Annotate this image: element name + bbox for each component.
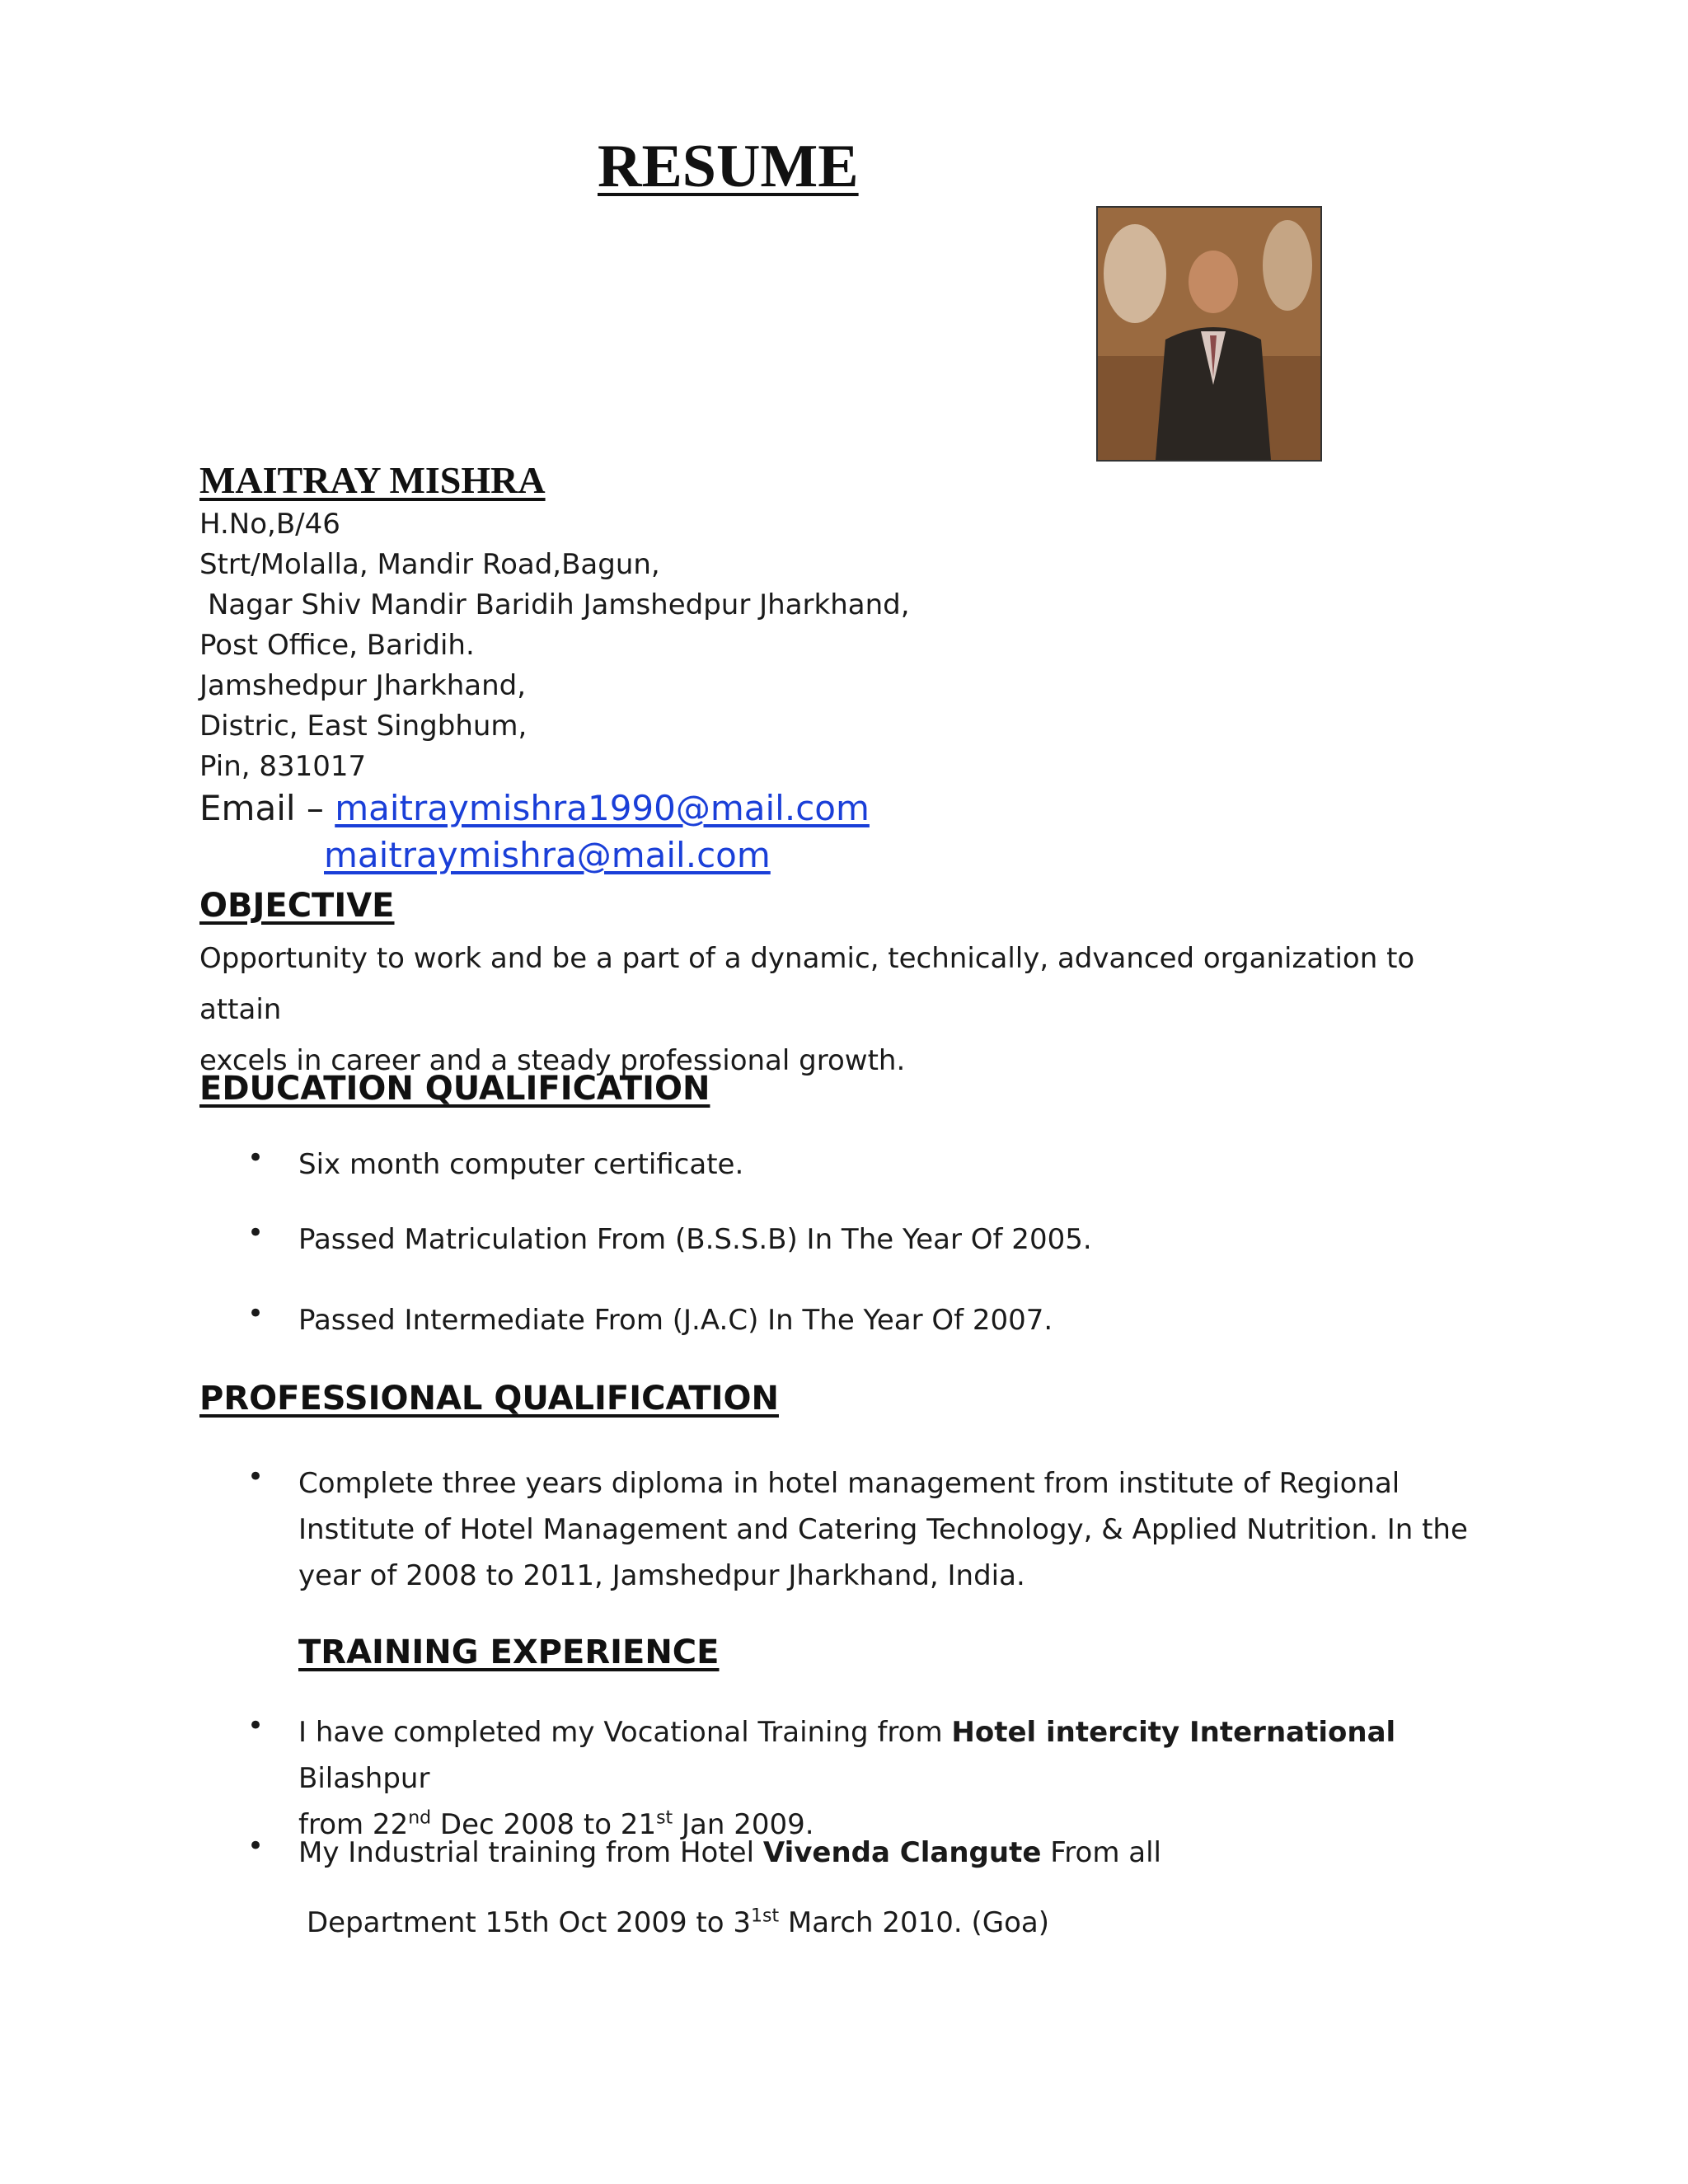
training-text: Department 15th Oct 2009 to 3 [307, 1906, 752, 1939]
bullet-icon: • [247, 1216, 265, 1249]
training-text: My Industrial training from Hotel [298, 1836, 763, 1869]
list-item [247, 1216, 1500, 1263]
training-text: I have completed my Vocational Training from [298, 1716, 952, 1749]
bullet-icon: • [247, 1830, 265, 1863]
address-line: Post Office, Baridih. [199, 629, 475, 662]
list-item [247, 1460, 1500, 1599]
education-item: Passed Intermediate From (J.A.C) In The Year Of 2007. [298, 1304, 1053, 1337]
address-line: Nagar Shiv Mandir Baridih Jamshedpur Jharkhand, [208, 588, 910, 621]
address-line: Distric, East Singbhum, [199, 710, 528, 743]
list-item [247, 1709, 1500, 1848]
education-item: Six month computer certificate. [298, 1148, 744, 1181]
objective-heading: OBJECTIVE [199, 887, 395, 925]
education-item: Passed Matriculation From (B.S.S.B) In The Year Of 2005. [298, 1223, 1092, 1256]
training-heading: TRAINING EXPERIENCE [298, 1633, 720, 1671]
list-item [247, 1297, 1500, 1343]
list-item [247, 1141, 1500, 1188]
training-text: Jan 2009. [673, 1808, 814, 1841]
ordinal-suffix: 1st [751, 1905, 780, 1927]
email-row [199, 788, 870, 828]
training-text: March 2010. (Goa) [779, 1906, 1050, 1939]
page-title: RESUME [598, 133, 859, 200]
bullet-icon: • [247, 1460, 265, 1493]
address-line: Pin, 831017 [199, 750, 367, 783]
training-text: From all [1041, 1836, 1161, 1869]
hotel-name: Hotel intercity International [951, 1716, 1396, 1749]
training-text: Dec 2008 to 21 [431, 1808, 657, 1841]
email-label: Email – [199, 788, 335, 828]
ordinal-suffix: st [656, 1807, 673, 1829]
list-item [247, 1830, 1500, 1876]
profile-photo [1096, 206, 1322, 462]
objective-line: Opportunity to work and be a part of a dynamic, technically, advanced organization to attain [199, 942, 1415, 1026]
email-link-secondary[interactable]: maitraymishra@mail.com [324, 835, 771, 875]
address-line: H.No,B/46 [199, 508, 340, 541]
ordinal-suffix: nd [408, 1807, 432, 1829]
email-row-secondary [324, 835, 771, 875]
candidate-name: MAITRAY MISHRA [199, 459, 546, 501]
objective-line: excels in career and a steady professional growth. [199, 1044, 906, 1077]
professional-item: Complete three years diploma in hotel management from institute of Regional Institute of Hotel Management and Catering Technology, & Applied Nutrition. In the year of 2008 to 2011, Jamshedpur Jharkhand, India. [298, 1467, 1468, 1592]
training-item-continuation [307, 1906, 1049, 1939]
bullet-icon: • [247, 1709, 265, 1742]
training-text: Bilashpur [298, 1762, 430, 1795]
training-item [298, 1709, 1500, 1848]
person-portrait-icon [1098, 208, 1320, 460]
training-text: from 22 [298, 1808, 409, 1841]
address-line: Jamshedpur Jharkhand, [199, 669, 527, 702]
address-line: Strt/Molalla, Mandir Road,Bagun, [199, 548, 660, 581]
training-item [298, 1830, 1500, 1876]
education-heading: EDUCATION QUALIFICATION [199, 1070, 710, 1108]
hotel-name: Vivenda Clangute [762, 1836, 1042, 1869]
bullet-icon: • [247, 1141, 265, 1174]
objective-text [199, 933, 1502, 1086]
professional-heading: PROFESSIONAL QUALIFICATION [199, 1380, 779, 1418]
bullet-icon: • [247, 1297, 265, 1330]
email-link-primary[interactable]: maitraymishra1990@mail.com [335, 788, 870, 828]
